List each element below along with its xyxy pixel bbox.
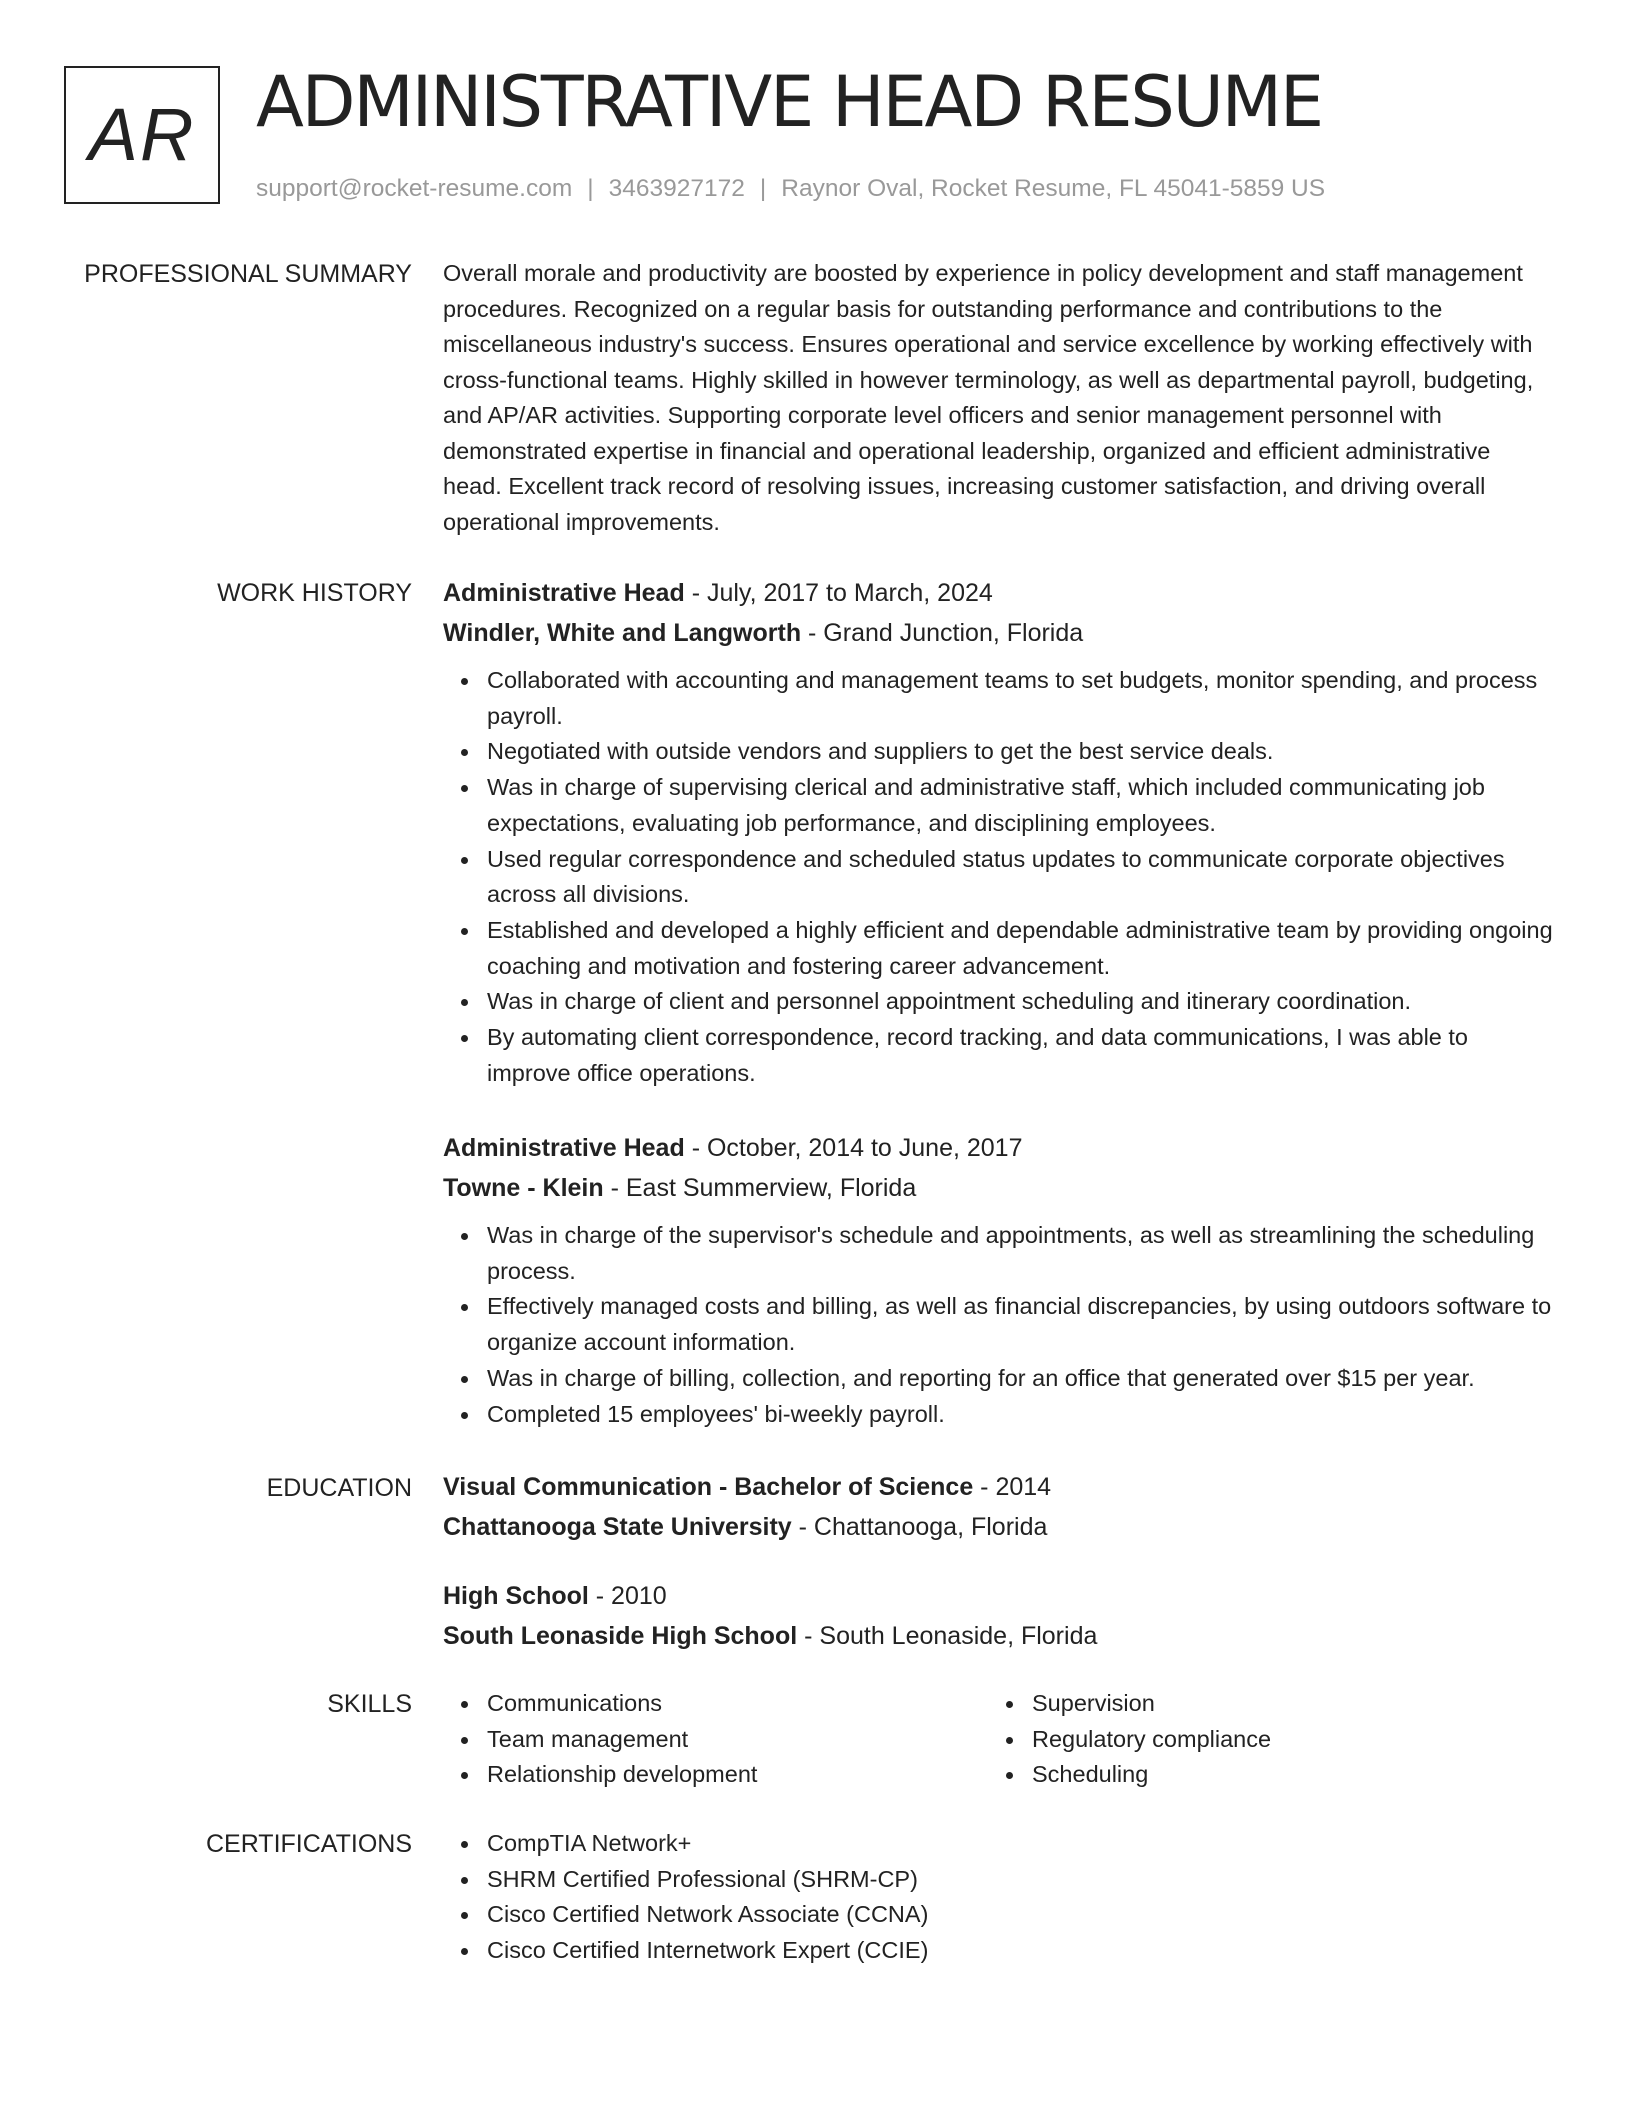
job-title: Administrative Head: [443, 1134, 685, 1162]
job-bullet-list: [443, 1218, 1553, 1432]
skill-item: Team management: [487, 1722, 988, 1758]
section-label-skills: SKILLS: [327, 1690, 412, 1718]
contact-address: Raynor Oval, Rocket Resume, FL 45041-5859 US: [781, 175, 1326, 202]
certifications-section: [443, 1826, 1553, 1969]
skill-item: Scheduling: [1032, 1757, 1488, 1793]
education-degree-line: [443, 1467, 1553, 1507]
contact-line: [256, 172, 1325, 206]
job-bullet: Negotiated with outside vendors and suppliers to get the best service deals.: [487, 734, 1553, 770]
job-location: - East Summerview, Florida: [603, 1174, 917, 1202]
education-year: - 2014: [973, 1473, 1052, 1501]
job-location: - Grand Junction, Florida: [801, 619, 1084, 647]
job-bullet: Effectively managed costs and billing, as well as financial discrepancies, by using outdoors software to organize account information.: [487, 1289, 1553, 1360]
job-company: Towne - Klein: [443, 1174, 604, 1202]
job-bullet-list: [443, 663, 1553, 1091]
skills-list: [443, 1686, 988, 1793]
job-bullet: Was in charge of client and personnel appointment scheduling and itinerary coordination.: [487, 984, 1553, 1020]
section-label-work-history: WORK HISTORY: [217, 579, 412, 607]
skills-list: [988, 1686, 1488, 1793]
job-bullet: Was in charge of billing, collection, and reporting for an office that generated over $15 per year.: [487, 1361, 1553, 1397]
job-bullet: Was in charge of the supervisor's schedule and appointments, as well as streamlining the scheduling process.: [487, 1218, 1553, 1289]
skills-columns: [443, 1686, 1553, 1793]
section-label-certifications: CERTIFICATIONS: [205, 1830, 412, 1858]
certification-item: Cisco Certified Network Associate (CCNA): [487, 1897, 1553, 1933]
job-bullet: Was in charge of supervising clerical and administrative staff, which included communicating job expectations, evaluating job performance, and disciplining employees.: [487, 770, 1553, 841]
job-dates: - October, 2014 to June, 2017: [684, 1134, 1023, 1162]
skill-item: Communications: [487, 1686, 988, 1722]
education-location: - Chattanooga, Florida: [791, 1513, 1048, 1541]
summary-text: Overall morale and productivity are boosted by experience in policy development and staff management procedures. Recognized on a regular basis for outstanding performance and contributions to the miscellaneous industry's success. Ensures operational and service excellence by working effectively with cross-functional teams. Highly skilled in however terminology, as well as departmental payroll, budgeting, and AP/AR activities. Supporting corporate level officers and senior management personnel with demonstrated expertise in financial and operational leadership, organized and efficient administrative head. Excellent track record of resolving issues, increasing customer satisfaction, and driving overall operational improvements.: [443, 260, 1534, 535]
job-company-line: [443, 1168, 1553, 1208]
certifications-list: [443, 1826, 1553, 1969]
education-entry-1: [443, 1467, 1553, 1547]
job-bullet: Used regular correspondence and scheduled status updates to communicate corporate objectives across all divisions.: [487, 842, 1553, 913]
education-school: Chattanooga State University: [443, 1513, 792, 1541]
job-dates: - July, 2017 to March, 2024: [684, 579, 993, 607]
skill-item: Regulatory compliance: [1032, 1722, 1488, 1758]
job-company-line: [443, 613, 1553, 653]
job-title: Administrative Head: [443, 579, 685, 607]
job-bullet: By automating client correspondence, record tracking, and data communications, I was able to improve office operations.: [487, 1020, 1553, 1091]
monogram-initials: AR: [88, 93, 196, 176]
contact-phone[interactable]: 3463927172: [608, 175, 745, 202]
contact-separator: |: [759, 175, 767, 202]
education-school-line: [443, 1616, 1553, 1656]
education-entry-2: [443, 1576, 1553, 1656]
job-title-line: [443, 573, 1553, 613]
skill-item: Relationship development: [487, 1757, 988, 1793]
job-bullet: Completed 15 employees' bi-weekly payroll.: [487, 1397, 1553, 1433]
skills-column-a: [443, 1686, 988, 1793]
section-label-education: EDUCATION: [266, 1474, 412, 1502]
job-bullet: Established and developed a highly efficient and dependable administrative team by providing ongoing coaching and motivation and fostering career advancement.: [487, 913, 1553, 984]
skills-section: [443, 1686, 1553, 1793]
education-year: - 2010: [588, 1582, 667, 1610]
resume-title: ADMINISTRATIVE HEAD RESUME: [256, 61, 1322, 143]
skill-item: Supervision: [1032, 1686, 1488, 1722]
certification-item: CompTIA Network+: [487, 1826, 1553, 1862]
education-degree: High School: [443, 1582, 589, 1610]
certification-item: Cisco Certified Internetwork Expert (CCIE): [487, 1933, 1553, 1969]
job-company: Windler, White and Langworth: [443, 619, 802, 647]
summary-section: [443, 256, 1553, 540]
job-bullet: Collaborated with accounting and management teams to set budgets, monitor spending, and process payroll.: [487, 663, 1553, 734]
education-degree-line: [443, 1576, 1553, 1616]
work-history-job-1: [443, 573, 1553, 1091]
contact-email[interactable]: support@rocket-resume.com: [256, 175, 573, 202]
certification-item: SHRM Certified Professional (SHRM-CP): [487, 1862, 1553, 1898]
work-history-job-2: [443, 1128, 1553, 1432]
skills-column-b: [988, 1686, 1488, 1793]
monogram-box: [64, 66, 220, 204]
education-location: - South Leonaside, Florida: [797, 1622, 1098, 1650]
contact-separator: |: [587, 175, 594, 202]
education-degree: Visual Communication - Bachelor of Science: [443, 1473, 974, 1501]
job-title-line: [443, 1128, 1553, 1168]
education-school-line: [443, 1507, 1553, 1547]
education-school: South Leonaside High School: [443, 1622, 798, 1650]
section-label-summary: PROFESSIONAL SUMMARY: [84, 260, 412, 288]
